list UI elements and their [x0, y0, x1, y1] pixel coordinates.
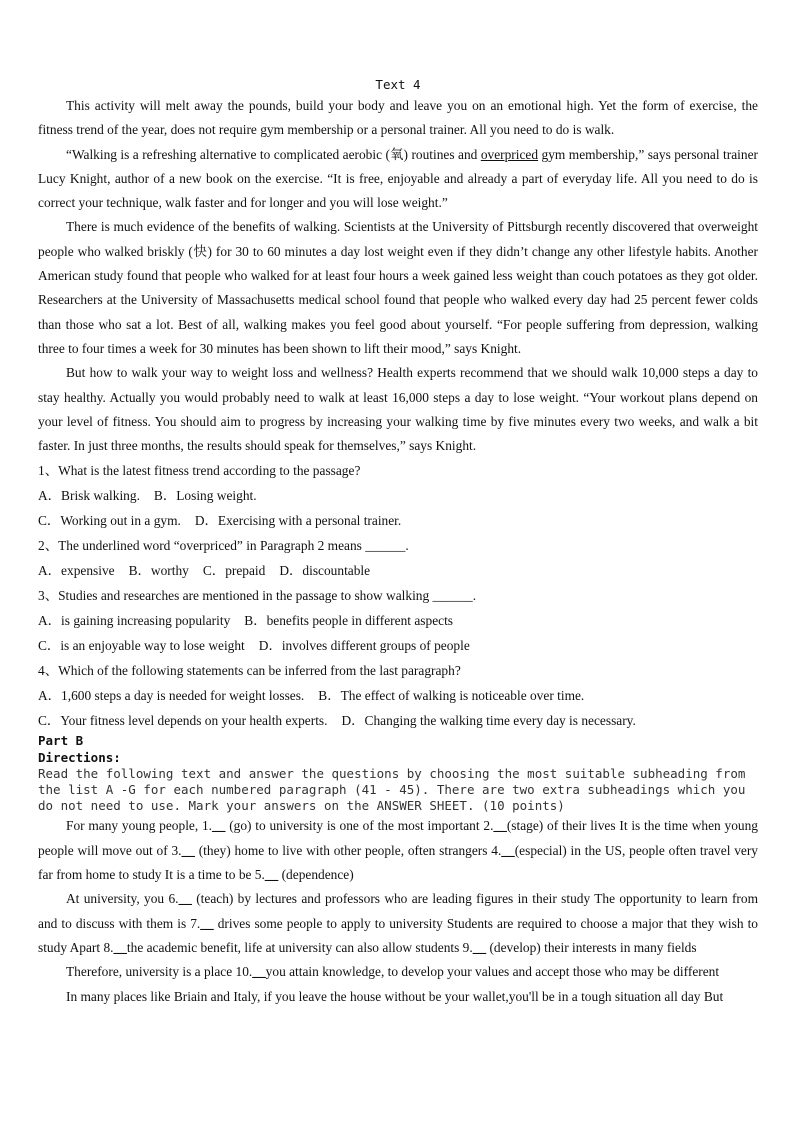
question-stem: 4、Which of the following statements can be inferred from the last paragraph?: [38, 663, 461, 679]
option-d: D．involves different groups of people: [258, 638, 470, 654]
cloze-paragraph-4: [38, 985, 758, 1009]
cloze-paragraph-1: [38, 814, 758, 887]
option-a: A．is gaining increasing popularity: [38, 613, 231, 629]
cloze-paragraph-2: [38, 887, 758, 960]
answer-blank: __: [212, 818, 226, 834]
question-3: [38, 583, 758, 658]
cloze-text: (develop) their interests in many fields: [486, 939, 697, 955]
answer-blank: __: [501, 842, 515, 858]
options-row: [38, 708, 758, 733]
underlined-word: overpriced: [480, 146, 539, 162]
options-row: [38, 683, 758, 708]
option-b: B．Losing weight.: [153, 488, 257, 504]
options-row: [38, 633, 758, 658]
answer-blank: __: [200, 915, 214, 931]
document-page: [38, 76, 758, 1009]
option-a: A．1,600 steps a day is needed for weight losses.: [38, 688, 305, 704]
cloze-text: Therefore, university is a place 10.: [66, 964, 253, 980]
cloze-text: drives some people to apply to university Students are required to choose a major that they wish to study Apart 8.: [38, 915, 758, 955]
cloze-text: At university, you 6.: [66, 891, 179, 907]
question-2: [38, 533, 758, 583]
directions-label: Directions:: [38, 749, 121, 765]
directions-text: Read the following text and answer the questions by choosing the most suitable subheading from the list A -G for each numbered paragraph (41 - 45). There are two extra subheadings which you do not need to use. Mark your answers on the ANSWER SHEET. (10 points): [38, 766, 746, 814]
cloze-text: the academic benefit, life at university can also allow students 9.: [126, 939, 473, 955]
cloze-text: (especial) in the US, people often travel very far from home to study It is a time to be 5.: [38, 842, 758, 883]
answer-blank: __: [178, 891, 192, 907]
part-b-heading: Part B: [38, 733, 84, 749]
option-d: D．discountable: [279, 563, 371, 579]
cloze-text: (teach) by lectures and professors who are leading figures in their study The opportunity to learn from and to discuss with them is 7.: [38, 891, 758, 931]
answer-blank: __: [181, 842, 195, 858]
option-d: D．Exercising with a personal trainer.: [194, 513, 402, 529]
question-1: [38, 458, 758, 533]
answer-blank: __: [252, 964, 266, 980]
paragraph-2-part-b: gym membership,” says personal trainer Lucy Knight, author of a new book on the exercise. “It is free, enjoyable and already a part of everyday life. All you need to do is correct your technique, walk faster and for longer and you will lose weight.”: [38, 146, 758, 211]
cloze-text: (dependence): [278, 867, 354, 883]
passage-paragraph-4: But how to walk your way to weight loss and wellness? Health experts recommend that we should walk 10,000 steps a day to stay healthy. Actually you would probably need to walk at least 16,000 steps a day to lose weight. “Your workout plans depend on your level of fitness. You should aim to progress by increasing your walking time by five minutes every two weeks, and walk a bit faster. In just three months, the results should speak for themselves,” says Knight.: [38, 365, 758, 454]
cloze-text: you attain knowledge, to develop your values and accept those who may be different: [265, 964, 720, 980]
passage-paragraph-2: [38, 143, 758, 216]
cloze-text: In many places like Briain and Italy, if you leave the house without be your wallet,you'll be in a tough situation all day But: [66, 988, 724, 1004]
cloze-text: (go) to university is one of the most important 2.: [225, 818, 494, 834]
paragraph-2-part-a: “Walking is a refreshing alternative to complicated aerobic (氧) routines and: [66, 146, 481, 162]
cloze-text: (they) home to live with other people, often strangers 4.: [194, 842, 502, 858]
passage-paragraph-1: This activity will melt away the pounds, build your body and leave you on an emotional high. Yet the form of exercise, the fitness trend of the year, does not require gym membership or a personal trainer. All you need to do is walk.: [38, 98, 758, 138]
cloze-paragraph-3: [38, 960, 758, 984]
option-d: D．Changing the walking time every day is necessary.: [341, 713, 636, 729]
options-row: [38, 608, 758, 633]
option-b: B．worthy: [128, 563, 189, 579]
options-row: [38, 558, 758, 583]
option-a: A．expensive: [38, 563, 115, 579]
option-b: B．benefits people in different aspects: [244, 613, 454, 629]
cloze-text: For many young people, 1.: [66, 818, 213, 834]
option-c: C．Your fitness level depends on your health experts.: [38, 713, 328, 729]
option-c: C．prepaid: [202, 563, 266, 579]
answer-blank: __: [113, 939, 127, 955]
option-c: C．is an enjoyable way to lose weight: [38, 638, 245, 654]
cloze-text: (stage) of their lives It is the time when young people will move out of 3.: [38, 818, 759, 858]
option-a: A．Brisk walking.: [38, 488, 140, 504]
question-4: [38, 658, 758, 733]
option-c: C．Working out in a gym.: [38, 513, 181, 529]
passage-paragraph-3: There is much evidence of the benefits of walking. Scientists at the University of Pittsburgh recently discovered that overweight people who walked briskly (快) for 30 to 60 minutes a day lost weight even if they didn’t change any other lifestyle habits. Another American study found that people who walked for at least four hours a week gained less weight than couch potatoes as they got older. Researchers at the University of Massachusetts medical school found that people who walked every day had 25 percent fewer colds than those who sat a lot. Best of all, walking makes you feel good about yourself. “For people suffering from depression, walking three to four times a week for 30 minutes has been shown to lift their mood,” says Knight.: [38, 219, 758, 356]
options-row: [38, 483, 758, 508]
answer-blank: __: [472, 939, 487, 955]
question-stem: 3、Studies and researches are mentioned in the passage to show walking ______.: [38, 588, 477, 604]
options-row: [38, 508, 758, 533]
option-b: B．The effect of walking is noticeable over time.: [318, 688, 585, 704]
answer-blank: __: [493, 818, 507, 834]
text-title: Text 4: [375, 77, 421, 92]
question-stem: 1、What is the latest fitness trend according to the passage?: [38, 463, 361, 479]
answer-blank: __: [264, 867, 279, 883]
question-stem: 2、The underlined word “overpriced” in Paragraph 2 means ______.: [38, 538, 409, 554]
